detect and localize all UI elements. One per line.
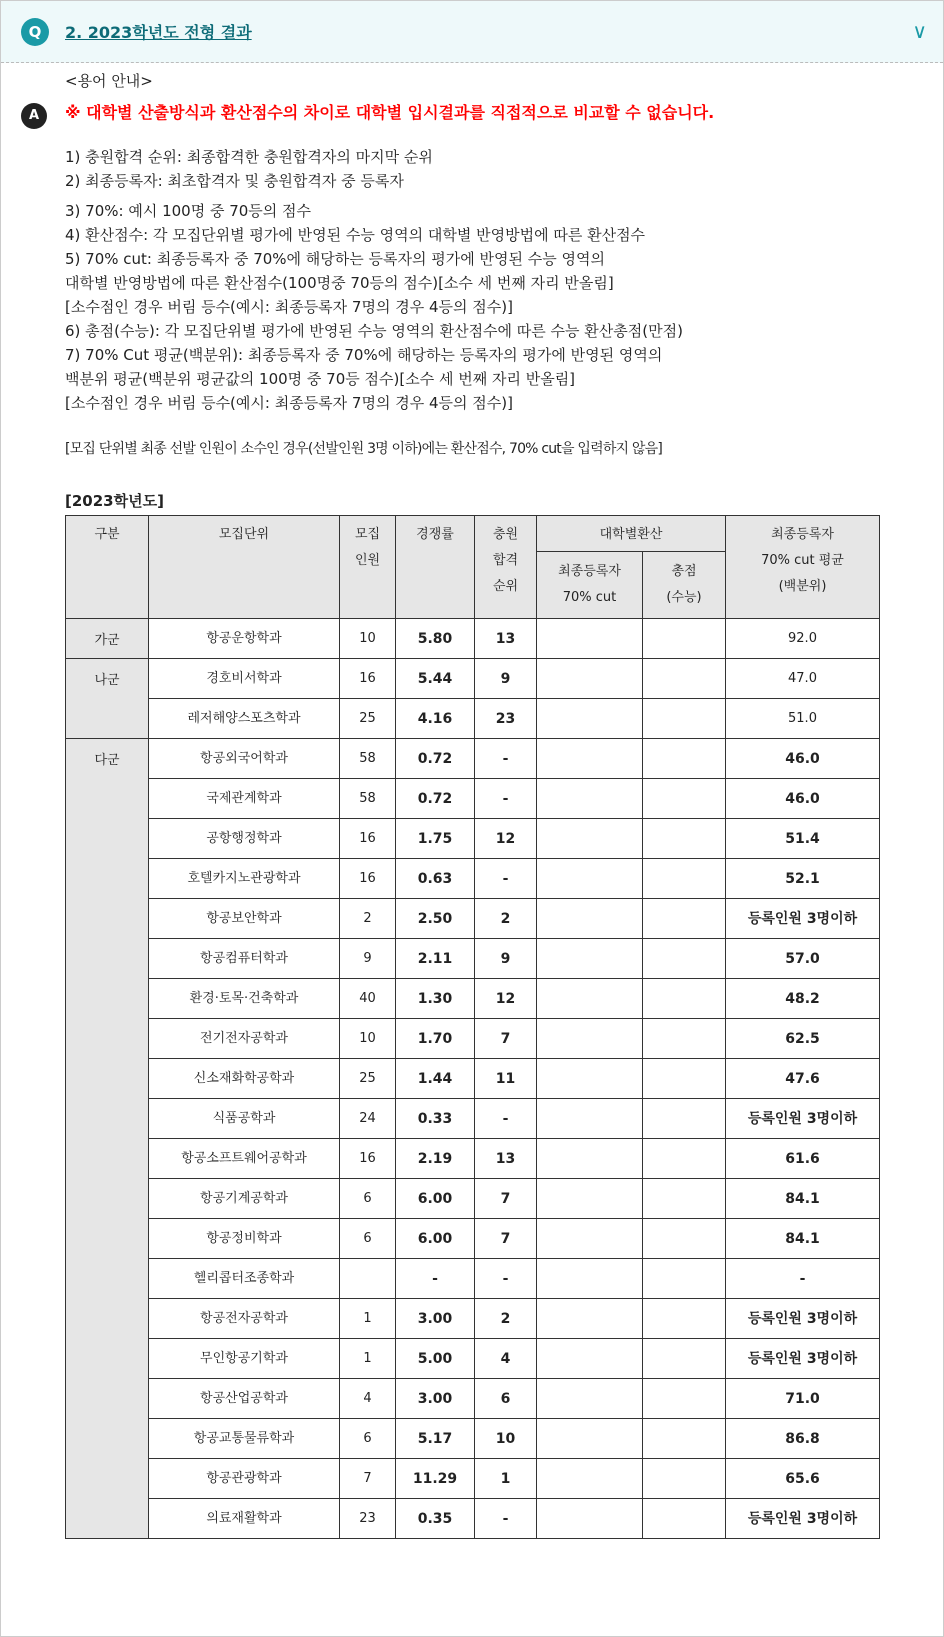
avg-cell: 84.1	[726, 1179, 880, 1219]
rank-cell: -	[475, 1499, 537, 1539]
total-cell	[643, 1499, 726, 1539]
header-total: 총점 (수능)	[643, 552, 726, 619]
avg-cell: 48.2	[726, 979, 880, 1019]
unit-cell: 항공외국어학과	[149, 739, 340, 779]
cut-cell	[537, 1299, 643, 1339]
total-cell	[643, 1219, 726, 1259]
rank-cell: 7	[475, 1019, 537, 1059]
avg-cell: 61.6	[726, 1139, 880, 1179]
avg-cell: 등록인원 3명이하	[726, 1499, 880, 1539]
rank-cell: 7	[475, 1179, 537, 1219]
total-cell	[643, 1179, 726, 1219]
quota-cell: 4	[340, 1379, 396, 1419]
total-cell	[643, 659, 726, 699]
question-icon: Q	[21, 18, 49, 46]
group-cell: 나군	[66, 659, 149, 739]
rate-cell: 2.19	[396, 1139, 475, 1179]
quota-cell: 1	[340, 1299, 396, 1339]
results-table	[65, 515, 880, 1539]
cut-cell	[537, 1219, 643, 1259]
cut-cell	[537, 1419, 643, 1459]
table-title: [2023학년도]	[65, 492, 164, 510]
warning-text: ※ 대학별 산출방식과 환산점수의 차이로 대학별 입시결과를 직접적으로 비교할 수 없습니다.	[65, 103, 715, 122]
total-cell	[643, 859, 726, 899]
cut-cell	[537, 699, 643, 739]
unit-cell: 호텔카지노관광학과	[149, 859, 340, 899]
avg-cell: -	[726, 1259, 880, 1299]
cut-cell	[537, 979, 643, 1019]
table-row	[66, 1179, 880, 1219]
header-avg: 최종등록자 70% cut 평균 (백분위)	[726, 516, 880, 619]
total-cell	[643, 1339, 726, 1379]
unit-cell: 항공교통물류학과	[149, 1419, 340, 1459]
rank-cell: 7	[475, 1219, 537, 1259]
cut-cell	[537, 1459, 643, 1499]
total-cell	[643, 779, 726, 819]
avg-cell: 62.5	[726, 1019, 880, 1059]
cut-cell	[537, 1499, 643, 1539]
quota-cell: 25	[340, 1059, 396, 1099]
unit-cell: 항공산업공학과	[149, 1379, 340, 1419]
total-cell	[643, 819, 726, 859]
term-line: 4) 환산점수: 각 모집단위별 평가에 반영된 수능 영역의 대학별 반영방법에 따른 환산점수	[65, 226, 646, 244]
header-rate: 경쟁률	[396, 516, 475, 619]
header-cut: 최종등록자 70% cut	[537, 552, 643, 619]
table-row	[66, 1139, 880, 1179]
rank-cell: 9	[475, 939, 537, 979]
table-row	[66, 939, 880, 979]
avg-cell: 등록인원 3명이하	[726, 1299, 880, 1339]
answer-icon: A	[21, 103, 47, 129]
unit-cell: 항공관광학과	[149, 1459, 340, 1499]
rate-cell: 5.17	[396, 1419, 475, 1459]
rate-cell: 3.00	[396, 1379, 475, 1419]
table-row	[66, 1419, 880, 1459]
total-cell	[643, 1459, 726, 1499]
rate-cell: 1.75	[396, 819, 475, 859]
cut-cell	[537, 1139, 643, 1179]
rate-cell: 2.11	[396, 939, 475, 979]
total-cell	[643, 899, 726, 939]
avg-cell: 51.0	[726, 699, 880, 739]
total-cell	[643, 699, 726, 739]
term-line: [소수점인 경우 버림 등수(예시: 최종등록자 7명의 경우 4등의 점수)]	[65, 394, 513, 412]
unit-cell: 경호비서학과	[149, 659, 340, 699]
rank-cell: 12	[475, 979, 537, 1019]
unit-cell: 항공정비학과	[149, 1219, 340, 1259]
unit-cell: 의료재활학과	[149, 1499, 340, 1539]
cut-cell	[537, 859, 643, 899]
term-line: [소수점인 경우 버림 등수(예시: 최종등록자 7명의 경우 4등의 점수)]	[65, 298, 513, 316]
rank-cell: 10	[475, 1419, 537, 1459]
unit-cell: 항공보안학과	[149, 899, 340, 939]
unit-cell: 무인항공기학과	[149, 1339, 340, 1379]
rate-cell: 1.30	[396, 979, 475, 1019]
quota-cell	[340, 1259, 396, 1299]
term-line: 6) 총점(수능): 각 모집단위별 평가에 반영된 수능 영역의 환산점수에 따른 수능 환산총점(만점)	[65, 322, 683, 340]
rank-cell: 12	[475, 819, 537, 859]
cut-cell	[537, 659, 643, 699]
group-cell: 가군	[66, 619, 149, 659]
chevron-down-icon[interactable]: ∨	[912, 19, 927, 43]
quota-cell: 6	[340, 1179, 396, 1219]
rate-cell: 5.80	[396, 619, 475, 659]
rate-cell: 0.35	[396, 1499, 475, 1539]
table-row	[66, 819, 880, 859]
cut-cell	[537, 819, 643, 859]
quota-cell: 58	[340, 739, 396, 779]
header-unit: 모집단위	[149, 516, 340, 619]
header-quota: 모집 인원	[340, 516, 396, 619]
avg-cell: 46.0	[726, 779, 880, 819]
avg-cell: 47.6	[726, 1059, 880, 1099]
quota-cell: 16	[340, 859, 396, 899]
rank-cell: -	[475, 1259, 537, 1299]
table-row	[66, 979, 880, 1019]
unit-cell: 항공기계공학과	[149, 1179, 340, 1219]
rate-cell: 0.72	[396, 779, 475, 819]
cut-cell	[537, 619, 643, 659]
quota-cell: 6	[340, 1219, 396, 1259]
quota-cell: 16	[340, 659, 396, 699]
terms-list	[65, 145, 943, 415]
total-cell	[643, 1059, 726, 1099]
table-row	[66, 1219, 880, 1259]
rank-cell: 2	[475, 899, 537, 939]
question-header[interactable]	[1, 1, 943, 63]
rate-cell: -	[396, 1259, 475, 1299]
total-cell	[643, 1139, 726, 1179]
unit-cell: 전기전자공학과	[149, 1019, 340, 1059]
rank-cell: 6	[475, 1379, 537, 1419]
header-rank: 충원 합격 순위	[475, 516, 537, 619]
cut-cell	[537, 1179, 643, 1219]
table-row	[66, 899, 880, 939]
quota-cell: 10	[340, 619, 396, 659]
unit-cell: 레저해양스포츠학과	[149, 699, 340, 739]
rank-cell: -	[475, 739, 537, 779]
table-row	[66, 1259, 880, 1299]
table-row	[66, 739, 880, 779]
header-conv: 대학별환산	[537, 516, 726, 552]
avg-cell: 57.0	[726, 939, 880, 979]
table-row	[66, 859, 880, 899]
unit-cell: 항공전자공학과	[149, 1299, 340, 1339]
total-cell	[643, 939, 726, 979]
unit-cell: 식품공학과	[149, 1099, 340, 1139]
rate-cell: 4.16	[396, 699, 475, 739]
terms-heading: <용어 안내>	[65, 72, 153, 90]
rank-cell: -	[475, 1099, 537, 1139]
quota-cell: 16	[340, 1139, 396, 1179]
quota-cell: 9	[340, 939, 396, 979]
avg-cell: 86.8	[726, 1419, 880, 1459]
term-line: 7) 70% Cut 평균(백분위): 최종등록자 중 70%에 해당하는 등록자의 평가에 반영된 영역의	[65, 346, 663, 364]
quota-cell: 6	[340, 1419, 396, 1459]
header-group: 구분	[66, 516, 149, 619]
unit-cell: 헬리콥터조종학과	[149, 1259, 340, 1299]
quota-cell: 7	[340, 1459, 396, 1499]
unit-cell: 신소재화학공학과	[149, 1059, 340, 1099]
table-row	[66, 699, 880, 739]
avg-cell: 52.1	[726, 859, 880, 899]
avg-cell: 47.0	[726, 659, 880, 699]
answer-body	[1, 63, 943, 1539]
table-row	[66, 779, 880, 819]
rank-cell: 11	[475, 1059, 537, 1099]
rank-cell: -	[475, 779, 537, 819]
table-row	[66, 1059, 880, 1099]
cut-cell	[537, 939, 643, 979]
table-row	[66, 1459, 880, 1499]
unit-cell: 항공컴퓨터학과	[149, 939, 340, 979]
cut-cell	[537, 1059, 643, 1099]
total-cell	[643, 1379, 726, 1419]
term-line: 1) 충원합격 순위: 최종합격한 충원합격자의 마지막 순위	[65, 148, 433, 166]
rate-cell: 0.72	[396, 739, 475, 779]
cut-cell	[537, 1099, 643, 1139]
total-cell	[643, 619, 726, 659]
rank-cell: 2	[475, 1299, 537, 1339]
table-row	[66, 1299, 880, 1339]
cut-cell	[537, 739, 643, 779]
rate-cell: 11.29	[396, 1459, 475, 1499]
cut-cell	[537, 779, 643, 819]
quota-cell: 1	[340, 1339, 396, 1379]
table-row	[66, 1379, 880, 1419]
quota-cell: 58	[340, 779, 396, 819]
cut-cell	[537, 1019, 643, 1059]
cut-cell	[537, 1259, 643, 1299]
rank-cell: -	[475, 859, 537, 899]
total-cell	[643, 1299, 726, 1339]
quota-cell: 40	[340, 979, 396, 1019]
total-cell	[643, 1019, 726, 1059]
unit-cell: 국제관계학과	[149, 779, 340, 819]
avg-cell: 등록인원 3명이하	[726, 1339, 880, 1379]
quota-cell: 10	[340, 1019, 396, 1059]
quota-cell: 23	[340, 1499, 396, 1539]
table-row	[66, 619, 880, 659]
avg-cell: 71.0	[726, 1379, 880, 1419]
avg-cell: 51.4	[726, 819, 880, 859]
rank-cell: 4	[475, 1339, 537, 1379]
rank-cell: 23	[475, 699, 537, 739]
table-row	[66, 1339, 880, 1379]
group-cell: 다군	[66, 739, 149, 1539]
total-cell	[643, 1259, 726, 1299]
rate-cell: 5.00	[396, 1339, 475, 1379]
rate-cell: 6.00	[396, 1179, 475, 1219]
rate-cell: 5.44	[396, 659, 475, 699]
cut-cell	[537, 899, 643, 939]
total-cell	[643, 1419, 726, 1459]
rank-cell: 9	[475, 659, 537, 699]
table-row	[66, 1019, 880, 1059]
rate-cell: 1.70	[396, 1019, 475, 1059]
quota-cell: 25	[340, 699, 396, 739]
unit-cell: 항공운항학과	[149, 619, 340, 659]
note-text: [모집 단위별 최종 선발 인원이 소수인 경우(선발인원 3명 이하)에는 환산점수, 70% cut을 입력하지 않음]	[65, 441, 663, 457]
avg-cell: 92.0	[726, 619, 880, 659]
total-cell	[643, 979, 726, 1019]
table-row	[66, 1099, 880, 1139]
term-line: 3) 70%: 예시 100명 중 70등의 점수	[65, 202, 312, 220]
term-line: 백분위 평균(백분위 평균값의 100명 중 70등 점수)[소수 세 번째 자리 반올림]	[65, 370, 576, 388]
quota-cell: 24	[340, 1099, 396, 1139]
rate-cell: 3.00	[396, 1299, 475, 1339]
total-cell	[643, 739, 726, 779]
avg-cell: 65.6	[726, 1459, 880, 1499]
term-line: 5) 70% cut: 최종등록자 중 70%에 해당하는 등록자의 평가에 반영된 수능 영역의	[65, 250, 605, 268]
term-line: 2) 최종등록자: 최초합격자 및 충원합격자 중 등록자	[65, 172, 404, 190]
total-cell	[643, 1099, 726, 1139]
rate-cell: 1.44	[396, 1059, 475, 1099]
quota-cell: 16	[340, 819, 396, 859]
rank-cell: 1	[475, 1459, 537, 1499]
table-row	[66, 659, 880, 699]
rank-cell: 13	[475, 619, 537, 659]
avg-cell: 등록인원 3명이하	[726, 1099, 880, 1139]
avg-cell: 등록인원 3명이하	[726, 899, 880, 939]
cut-cell	[537, 1379, 643, 1419]
avg-cell: 84.1	[726, 1219, 880, 1259]
unit-cell: 환경·토목·건축학과	[149, 979, 340, 1019]
rate-cell: 6.00	[396, 1219, 475, 1259]
rate-cell: 2.50	[396, 899, 475, 939]
rate-cell: 0.63	[396, 859, 475, 899]
unit-cell: 항공소프트웨어공학과	[149, 1139, 340, 1179]
avg-cell: 46.0	[726, 739, 880, 779]
quota-cell: 2	[340, 899, 396, 939]
rate-cell: 0.33	[396, 1099, 475, 1139]
term-line: 대학별 반영방법에 따른 환산점수(100명중 70등의 점수)[소수 세 번째 자리 반올림]	[65, 274, 614, 292]
unit-cell: 공항행정학과	[149, 819, 340, 859]
table-row	[66, 1499, 880, 1539]
cut-cell	[537, 1339, 643, 1379]
question-title-link[interactable]: 2. 2023학년도 전형 결과	[65, 23, 252, 42]
rank-cell: 13	[475, 1139, 537, 1179]
